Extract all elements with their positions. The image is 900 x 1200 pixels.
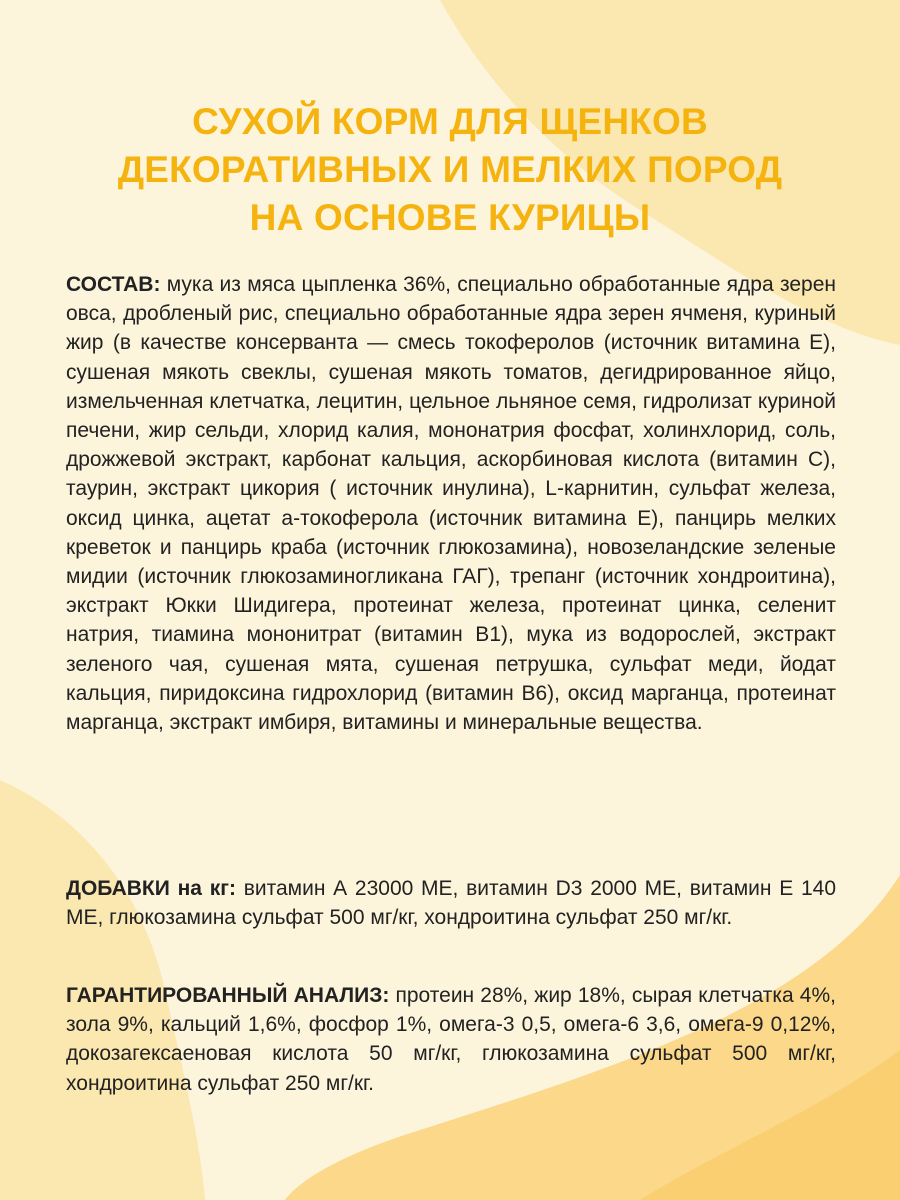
composition-text: мука из мяса цыпленка 36%, специально обработанные ядра зерен овса, дробленый рис, специально обработанные ядра зерен ячменя, куриный жир (в качестве консерванта — смесь токоферолов (источник витамина Е), сушеная мякоть свеклы, сушеная мякоть томатов, дегидрированное яйцо, измельченная клетчатка, лецитин, цельное льняное семя, гидролизат куриной печени, жир сельди, хлорид калия, мононатрия фосфат, холинхлорид, соль, дрожжевой экстракт, карбонат кальция, аскорбиновая кислота (витамин С), таурин, экстракт цикория ( источник инулина), L-карнитин, сульфат железа, оксид цинка, ацетат а-токоферола (источник витамина Е), панцирь мелких креветок и панцирь краба (источник глюкозамина), новозеландские зеленые мидии (источник глюкозаминогликана ГАГ), трепанг (источник хондроитина), экстракт Юкки Шидигера, протеинат железа, протеинат цинка, селенит натрия, тиамина мононитрат (витамин В1), мука из водорослей, экстракт зеленого чая, сушеная мята, сушеная петрушка, сульфат меди, йодат кальция, пиридоксина гидрохлорид (витамин В6), оксид марганца, протеинат марганца, экстракт имбиря, витамины и минеральные вещества.	[66, 273, 836, 735]
title-line-1: СУХОЙ КОРМ ДЛЯ ЩЕНКОВ	[192, 101, 708, 142]
additives-label: ДОБАВКИ на кг:	[66, 877, 236, 900]
additives-text: витамин А 23000 МЕ, витамин D3 2000 МЕ, витамин Е 140 МЕ, глюкозамина сульфат 500 мг/кг, хондроитина сульфат 250 мг/кг.	[66, 877, 836, 930]
composition-label: СОСТАВ:	[66, 273, 161, 296]
title-line-3: НА ОСНОВЕ КУРИЦЫ	[249, 197, 651, 238]
page-title	[70, 98, 830, 242]
analysis-paragraph	[66, 981, 836, 1098]
additives-paragraph	[66, 874, 836, 932]
title-line-2: ДЕКОРАТИВНЫХ И МЕЛКИХ ПОРОД	[117, 149, 783, 190]
composition-paragraph	[66, 270, 836, 737]
analysis-text: протеин 28%, жир 18%, сырая клетчатка 4%, зола 9%, кальций 1,6%, фосфор 1%, омега-3 0,5, омега-6 3,6, омега-9 0,12%, докозагексаеновая кислота 50 мг/кг, глюкозамина сульфат 500 мг/кг, хондроитина сульфат 250 мг/кг.	[66, 984, 836, 1095]
analysis-label: ГАРАНТИРОВАННЫЙ АНАЛИЗ:	[66, 984, 390, 1007]
